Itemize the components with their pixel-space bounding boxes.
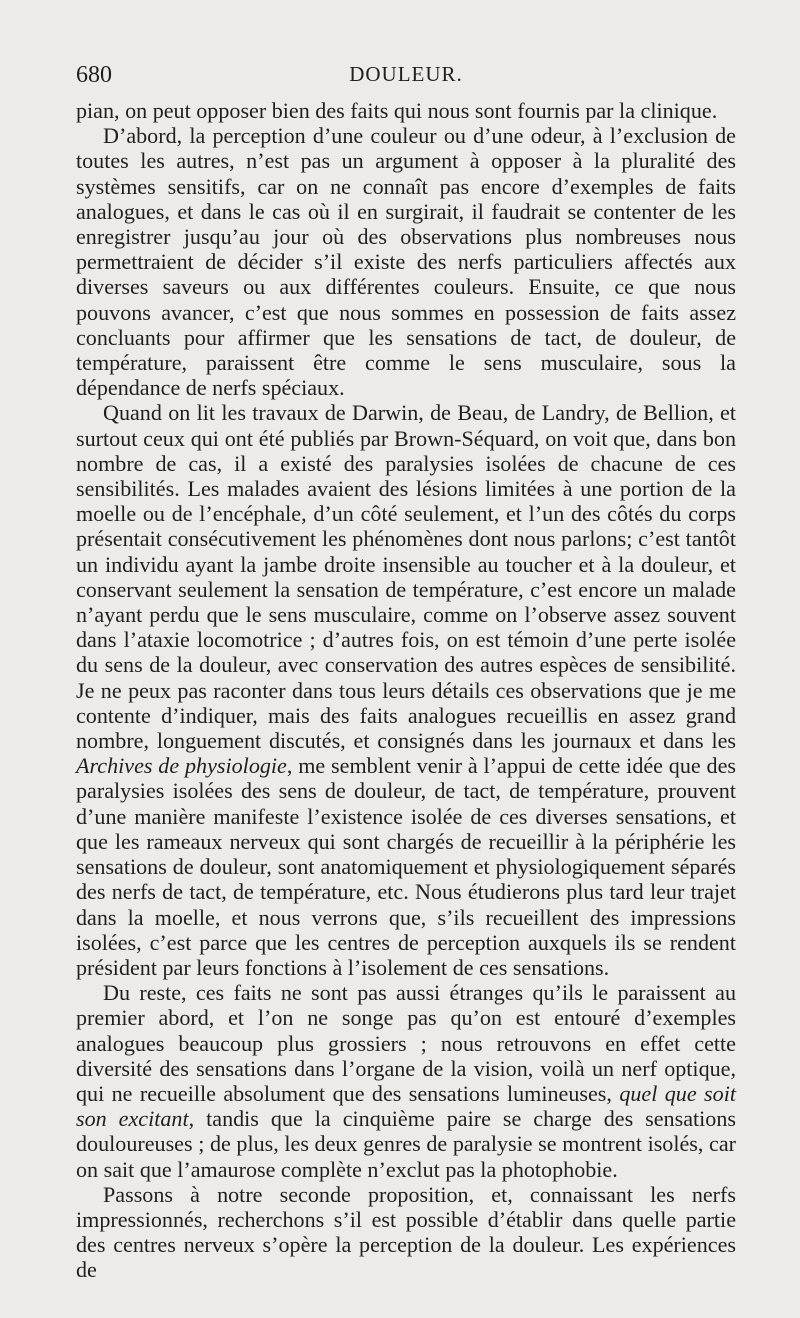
paragraph-text: Passons à notre seconde proposition, et, connaissant les nerfs impressionnés, recherchons s’il est possible d’établir dans quelle partie des centres nerveux s’opère la perception de la douleur. Les expériences de <box>76 1181 736 1283</box>
paragraph-text: , tandis que la cinquième paire se charge des sensations douloureuses ; de plus, les deux genres de paralysie se montrent isolés, car on sait que l’amaurose complète n’exclut pas la photophobie. <box>76 1106 736 1182</box>
running-title: DOULEUR. <box>349 62 463 86</box>
paragraph <box>76 980 736 1182</box>
paragraph <box>76 1182 736 1283</box>
body-text <box>76 98 736 1283</box>
paragraph-text: D’abord, la perception d’une couleur ou d’une odeur, à l’exclusion de toutes les autres, n’est pas un argument à opposer à la pluralité des systèmes sensitifs, car on ne connaît pas encore d’exemples de faits analogues, et dans le cas où il en surgirait, il faudrait se contenter de les enregistrer jusqu’au jour où des observations plus nombreuses nous permettraient de décider s’il existe des nerfs particuliers affectés aux diverses saveurs ou aux différentes couleurs. Ensuite, ce que nous pouvons avancer, c’est que nous sommes en possession de faits assez concluants pour affirmer que les sensations de tact, de douleur, de température, paraissent être comme le sens musculaire, sous la dépendance de nerfs spéciaux. <box>76 123 736 401</box>
italic-text: Archives de physiologie <box>76 753 287 779</box>
page-header <box>76 62 736 92</box>
paragraph-text: , me semblent venir à l’appui de cette idée que des paralysies isolées des sens de douleur, de tact, de température, prouvent d’une manière manifeste l’existence isolée de ces diverses sensations, et que les rameaux nerveux qui sont chargés de recueillir à la périphérie les sensations de douleur, sont anatomiquement et physiologiquement séparés des nerfs de tact, de température, etc. Nous étudierons plus tard leur trajet dans la moelle, et nous verrons que, s’ils recueillent des impressions isolées, c’est parce que les centres de perception auxquels ils se rendent président par leurs fonctions à l’isolement de ces sensations. <box>76 753 736 980</box>
paragraph-text: Quand on lit les travaux de Darwin, de Beau, de Landry, de Bellion, et surtout ceux qui ont été publiés par Brown-Séquard, on voit que, dans bon nombre de cas, il a existé des paralysies isolées de chacune de ces sensibilités. Les malades avaient des lésions limitées à une portion de la moelle ou de l’encéphale, d’un côté seulement, et l’un des côtés du corps présentait consécutivement les phénomènes dont nous parlons; c’est tantôt un individu ayant la jambe droite insensible au toucher et à la douleur, et conservant seulement la sensation de température, c’est encore un malade n’ayant perdu que le sens musculaire, comme on l’observe assez souvent dans l’ataxie locomotrice ; d’autres fois, on est témoin d’une perte isolée du sens de la douleur, avec conservation des autres espèces de sensibilité. Je ne peux pas raconter dans tous leurs détails ces observations que je me contente d’indiquer, mais des faits analogues recueillis en assez grand nombre, longuement discutés, et consignés dans les journaux et dans les <box>76 400 736 754</box>
paragraph <box>76 98 736 123</box>
italic-text: quel que soit son excitant <box>76 1080 736 1132</box>
page-number: 680 <box>76 62 112 88</box>
paragraph-text: pian, on peut opposer bien des faits qui nous sont fournis par la clinique. <box>76 98 718 123</box>
paragraph <box>76 123 736 400</box>
paragraph <box>76 400 736 980</box>
paragraph-text: Du reste, ces faits ne sont pas aussi étranges qu’ils le paraissent au premier abord, et l’on ne songe pas qu’on est entouré d’exemples analogues beaucoup plus grossiers ; nous retrouvons en effet cette diversité des sensations dans l’organe de la vision, voilà un nerf optique, qui ne recueille absolument que des sensations lumineuses, <box>76 980 736 1106</box>
